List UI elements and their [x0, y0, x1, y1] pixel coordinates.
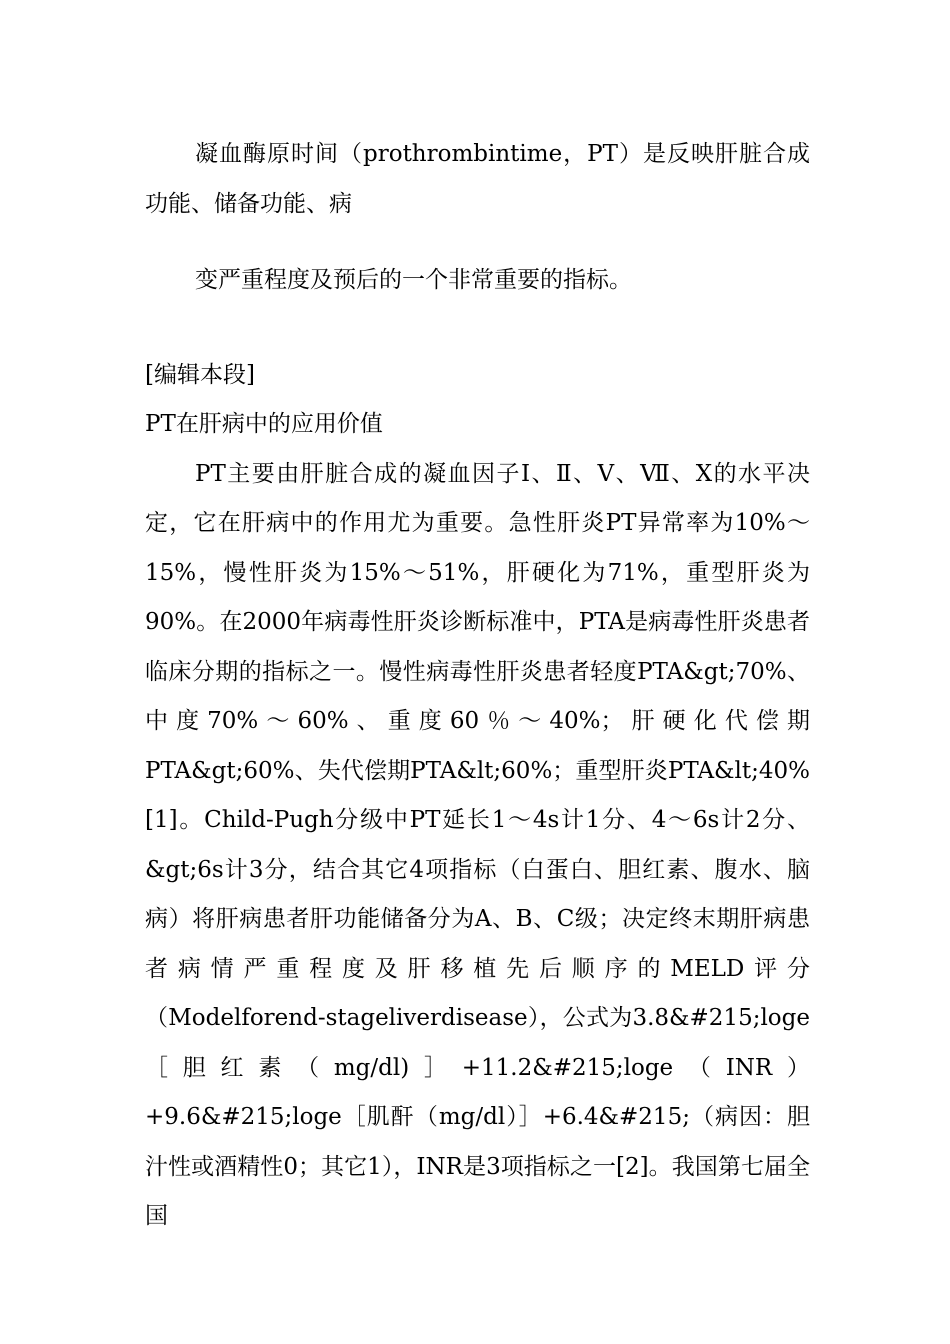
section-heading: PT在肝病中的应用价值: [145, 411, 383, 437]
intro-paragraph-continued: 变严重程度及预后的一个非常重要的指标。: [195, 267, 632, 293]
section-body-paragraph: PT主要由肝脏合成的凝血因子Ⅰ、Ⅱ、Ⅴ、Ⅶ、Ⅹ的水平决定，它在肝病中的作用尤为重要。急性肝炎PT异常率为10%～15%，慢性肝炎为15%～51%，肝硬化为71%，重型肝炎为90%。在2000年病毒性肝炎诊断标准中，PTA是病毒性肝炎患者临床分期的指标之一。慢性病毒性肝炎患者轻度PTA&gt;70%、中度70%～60%、重度60％～40%；肝硬化代偿期PTA&gt;60%、失代偿期PTA&lt;60%；重型肝炎PTA&lt;40%[1]。Child-Pugh分级中PT延长1～4s计1分、4～6s计2分、&gt;6s计3分，结合其它4项指标（白蛋白、胆红素、腹水、脑病）将肝病患者肝功能储备分为A、B、C级；决定终末期肝病患者病情严重程度及肝移植先后顺序的MELD评分（Modelforend-stageliverdisease），公式为3.8&#215;loge［胆红素（mg/dl)］+11.2&#215;loge（INR）+9.6&#215;loge［肌酐（mg/dl）］+6.4&#215;（病因：胆汁性或酒精性0；其它1），INR是3项指标之一[2]。我国第七届全国: [145, 460, 810, 1229]
document-body: [145, 130, 810, 1242]
section-gap: [145, 306, 810, 351]
intro-paragraph: 凝血酶原时间（prothrombintime，PT）是反映肝脏合成功能、储备功能、病: [145, 141, 810, 217]
paragraph-gap: [145, 229, 810, 256]
edit-section-link[interactable]: [编辑本段]: [145, 361, 255, 388]
